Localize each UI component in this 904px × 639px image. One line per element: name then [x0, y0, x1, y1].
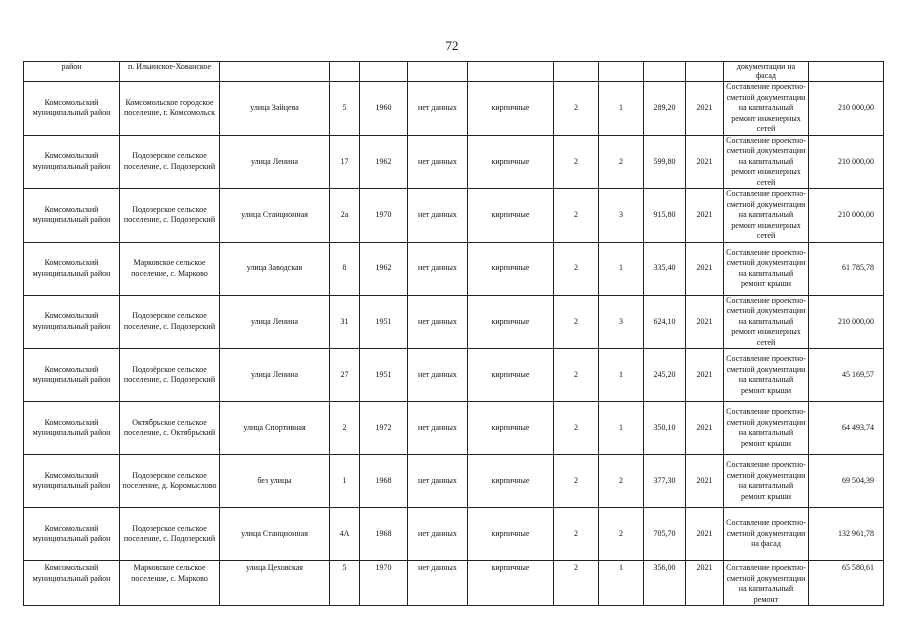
amount-cell: 45 169,57	[809, 349, 884, 402]
plan-year-cell: 2021	[686, 402, 724, 455]
amount-cell: 61 785,78	[809, 242, 884, 295]
amount-cell: 65 580,61	[809, 561, 884, 606]
area-cell: 624,10	[644, 295, 686, 349]
table-row	[24, 135, 884, 189]
house-number-cell: 5	[330, 82, 360, 136]
plan-year-cell: 2021	[686, 242, 724, 295]
area-cell: 356,00	[644, 561, 686, 606]
floors-cell: 2	[554, 455, 599, 508]
build-year-cell: 1968	[360, 455, 408, 508]
district-cell: район	[24, 62, 120, 82]
work-type-cell: Составление проектно-сметной документации на капитальный ремонт инженерных сетей	[724, 295, 809, 349]
entrances-cell: 3	[599, 295, 644, 349]
area-cell: 350,10	[644, 402, 686, 455]
table-row	[24, 349, 884, 402]
build-year-cell: 1972	[360, 402, 408, 455]
house-number-cell	[330, 62, 360, 82]
street-cell: без улицы	[220, 455, 330, 508]
housing-registry-table	[23, 61, 884, 606]
settlement-cell: Подозерское сельское поселение, с. Подозерский	[120, 508, 220, 561]
amount-cell: 210 000,00	[809, 82, 884, 136]
house-number-cell: 4А	[330, 508, 360, 561]
table-row	[24, 242, 884, 295]
build-year-cell: 1951	[360, 295, 408, 349]
work-type-cell: Составление проектно-сметной документации на капитальный ремонт инженерных сетей	[724, 189, 809, 243]
entrances-cell: 1	[599, 402, 644, 455]
wall-material-cell: кирпичные	[468, 242, 554, 295]
build-year-cell: 1962	[360, 242, 408, 295]
house-number-cell: 8	[330, 242, 360, 295]
plan-year-cell: 2021	[686, 189, 724, 243]
floors-cell: 2	[554, 349, 599, 402]
area-cell	[644, 62, 686, 82]
district-cell: Комсомольский муниципальный район	[24, 189, 120, 243]
plan-year-cell: 2021	[686, 295, 724, 349]
area-cell: 377,30	[644, 455, 686, 508]
entrances-cell: 1	[599, 561, 644, 606]
amount-cell: 210 000,00	[809, 295, 884, 349]
table-row	[24, 561, 884, 606]
district-cell: Комсомольский муниципальный район	[24, 561, 120, 606]
settlement-cell: Октябрьское сельское поселение, с. Октябрьский	[120, 402, 220, 455]
wall-material-cell: кирпичные	[468, 455, 554, 508]
plan-year-cell: 2021	[686, 349, 724, 402]
work-type-cell: документации на фасад	[724, 62, 809, 82]
entrances-cell	[599, 62, 644, 82]
settlement-cell: Подозерское сельское поселение, с. Подозерский	[120, 295, 220, 349]
street-cell: улица Ленина	[220, 349, 330, 402]
data-status-cell: нет данных	[408, 561, 468, 606]
district-cell: Комсомольский муниципальный район	[24, 402, 120, 455]
work-type-cell: Составление проектно-сметной документации на фасад	[724, 508, 809, 561]
amount-cell: 210 000,00	[809, 189, 884, 243]
data-status-cell: нет данных	[408, 402, 468, 455]
district-cell: Комсомольский муниципальный район	[24, 455, 120, 508]
data-status-cell	[408, 62, 468, 82]
district-cell: Комсомольский муниципальный район	[24, 508, 120, 561]
work-type-cell: Составление проектно-сметной документации на капитальный ремонт крыши	[724, 349, 809, 402]
street-cell: улица Станционная	[220, 508, 330, 561]
wall-material-cell: кирпичные	[468, 82, 554, 136]
district-cell: Комсомольский муниципальный район	[24, 295, 120, 349]
street-cell: улица Станционная	[220, 189, 330, 243]
table-row	[24, 189, 884, 243]
table-row	[24, 402, 884, 455]
area-cell: 335,40	[644, 242, 686, 295]
floors-cell: 2	[554, 402, 599, 455]
floors-cell: 2	[554, 295, 599, 349]
data-status-cell: нет данных	[408, 135, 468, 189]
house-number-cell: 2	[330, 402, 360, 455]
entrances-cell: 1	[599, 242, 644, 295]
floors-cell: 2	[554, 135, 599, 189]
street-cell	[220, 62, 330, 82]
wall-material-cell: кирпичные	[468, 402, 554, 455]
work-type-cell: Составление проектно-сметной документации на капитальный ремонт инженерных сетей	[724, 82, 809, 136]
work-type-cell: Составление проектно-сметной документации на капитальный ремонт крыши	[724, 402, 809, 455]
settlement-cell: Подозерское сельское поселение, д. Коромыслово	[120, 455, 220, 508]
build-year-cell: 1970	[360, 189, 408, 243]
street-cell: улица Зайцева	[220, 82, 330, 136]
wall-material-cell: кирпичные	[468, 189, 554, 243]
house-number-cell: 5	[330, 561, 360, 606]
wall-material-cell: кирпичные	[468, 561, 554, 606]
street-cell: улица Ленина	[220, 295, 330, 349]
work-type-cell: Составление проектно-сметной документации на капитальный ремонт крыши	[724, 455, 809, 508]
floors-cell: 2	[554, 561, 599, 606]
wall-material-cell: кирпичные	[468, 295, 554, 349]
build-year-cell: 1970	[360, 561, 408, 606]
data-status-cell: нет данных	[408, 508, 468, 561]
build-year-cell	[360, 62, 408, 82]
work-type-cell: Составление проектно-сметной документации на капитальный ремонт крыши	[724, 242, 809, 295]
work-type-cell: Составление проектно-сметной документации на капитальный ремонт	[724, 561, 809, 606]
area-cell: 915,80	[644, 189, 686, 243]
floors-cell: 2	[554, 82, 599, 136]
work-type-cell: Составление проектно-сметной документации на капитальный ремонт инженерных сетей	[724, 135, 809, 189]
street-cell: улица Спортивная	[220, 402, 330, 455]
floors-cell	[554, 62, 599, 82]
floors-cell: 2	[554, 189, 599, 243]
data-status-cell: нет данных	[408, 295, 468, 349]
plan-year-cell	[686, 62, 724, 82]
street-cell: улица Ленина	[220, 135, 330, 189]
district-cell: Комсомольский муниципальный район	[24, 82, 120, 136]
floors-cell: 2	[554, 508, 599, 561]
plan-year-cell: 2021	[686, 508, 724, 561]
area-cell: 245,20	[644, 349, 686, 402]
settlement-cell: Подозерское сельское поселение, с. Подозерский	[120, 135, 220, 189]
table-row	[24, 62, 884, 82]
settlement-cell: п. Ильинское-Хованское	[120, 62, 220, 82]
area-cell: 599,80	[644, 135, 686, 189]
data-status-cell: нет данных	[408, 455, 468, 508]
plan-year-cell: 2021	[686, 561, 724, 606]
settlement-cell: Подозерское сельское поселение, с. Подозерский	[120, 189, 220, 243]
settlement-cell: Марковское сельское поселение, с. Марково	[120, 242, 220, 295]
settlement-cell: Комсомольское городское поселение, г. Комсомольск	[120, 82, 220, 136]
entrances-cell: 2	[599, 508, 644, 561]
wall-material-cell: кирпичные	[468, 135, 554, 189]
street-cell: улица Цеховская	[220, 561, 330, 606]
house-number-cell: 1	[330, 455, 360, 508]
amount-cell: 64 493,74	[809, 402, 884, 455]
data-status-cell: нет данных	[408, 242, 468, 295]
data-status-cell: нет данных	[408, 82, 468, 136]
build-year-cell: 1960	[360, 82, 408, 136]
plan-year-cell: 2021	[686, 455, 724, 508]
build-year-cell: 1968	[360, 508, 408, 561]
house-number-cell: 27	[330, 349, 360, 402]
build-year-cell: 1951	[360, 349, 408, 402]
entrances-cell: 2	[599, 455, 644, 508]
entrances-cell: 1	[599, 82, 644, 136]
amount-cell: 69 504,39	[809, 455, 884, 508]
house-number-cell: 17	[330, 135, 360, 189]
settlement-cell: Марковское сельское поселение, с. Марково	[120, 561, 220, 606]
table-row	[24, 82, 884, 136]
settlement-cell: Подозёрское сельское поселение, с. Подозерский	[120, 349, 220, 402]
wall-material-cell: кирпичные	[468, 508, 554, 561]
wall-material-cell	[468, 62, 554, 82]
build-year-cell: 1962	[360, 135, 408, 189]
district-cell: Комсомольский муниципальный район	[24, 349, 120, 402]
table-row	[24, 508, 884, 561]
table-row	[24, 295, 884, 349]
district-cell: Комсомольский муниципальный район	[24, 242, 120, 295]
data-status-cell: нет данных	[408, 349, 468, 402]
wall-material-cell: кирпичные	[468, 349, 554, 402]
entrances-cell: 3	[599, 189, 644, 243]
floors-cell: 2	[554, 242, 599, 295]
entrances-cell: 1	[599, 349, 644, 402]
data-status-cell: нет данных	[408, 189, 468, 243]
plan-year-cell: 2021	[686, 82, 724, 136]
amount-cell: 132 961,78	[809, 508, 884, 561]
house-number-cell: 2а	[330, 189, 360, 243]
district-cell: Комсомольский муниципальный район	[24, 135, 120, 189]
plan-year-cell: 2021	[686, 135, 724, 189]
entrances-cell: 2	[599, 135, 644, 189]
table-row	[24, 455, 884, 508]
street-cell: улица Заводская	[220, 242, 330, 295]
amount-cell: 210 000,00	[809, 135, 884, 189]
amount-cell	[809, 62, 884, 82]
area-cell: 289,20	[644, 82, 686, 136]
house-number-cell: 31	[330, 295, 360, 349]
area-cell: 705,70	[644, 508, 686, 561]
page-number: 72	[445, 38, 459, 53]
